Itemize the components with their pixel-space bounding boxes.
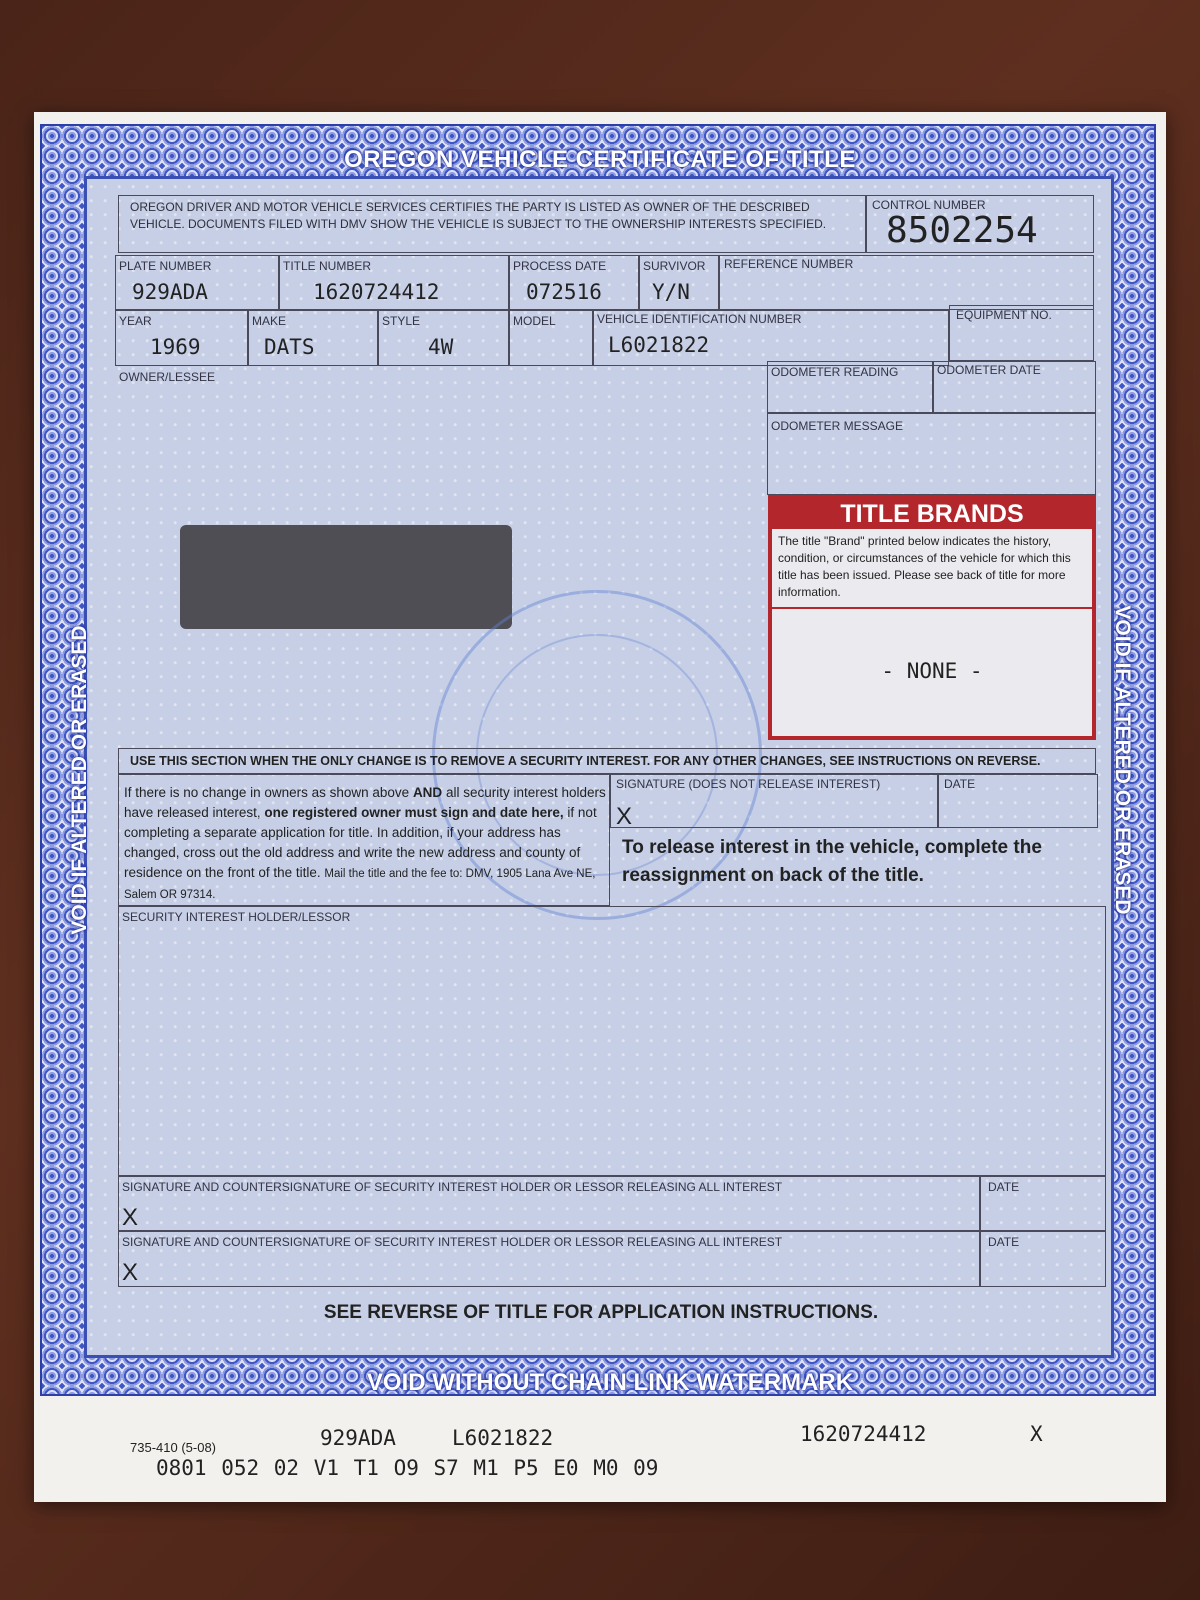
owner-release-instructions xyxy=(124,783,608,905)
countersignature-date-label-2: DATE xyxy=(988,1235,1020,1249)
odometer-date-label: ODOMETER DATE xyxy=(937,363,1041,377)
control-number: 8502254 xyxy=(886,210,1038,251)
style-value: 4W xyxy=(428,335,454,359)
countersignature-date-label-1: DATE xyxy=(988,1180,1020,1194)
release-instruction: To release interest in the vehicle, complete the reassignment on back of the title. xyxy=(622,837,1042,886)
footer-x-mark: X xyxy=(1030,1422,1043,1446)
survivor-value: Y/N xyxy=(652,280,690,304)
footer-plate: 929ADA xyxy=(320,1426,396,1450)
reference-label: REFERENCE NUMBER xyxy=(724,257,854,271)
see-reverse-notice: SEE REVERSE OF TITLE FOR APPLICATION INSTRUCTIONS. xyxy=(323,1302,879,1323)
model-label: MODEL xyxy=(513,314,556,328)
owner-date-label: DATE xyxy=(944,777,976,791)
instr-and: AND xyxy=(412,785,443,800)
instr-sign-date: one registered owner must sign and date here, xyxy=(264,805,564,820)
title-number-value: 1620724412 xyxy=(313,280,440,304)
make-value: DATS xyxy=(264,335,315,359)
odometer-reading-label: ODOMETER READING xyxy=(771,365,899,379)
survivor-label: SURVIVOR xyxy=(643,259,706,273)
control-number-label: CONTROL NUMBER xyxy=(872,198,986,212)
document-title: OREGON VEHICLE CERTIFICATE OF TITLE xyxy=(344,146,856,173)
vin-label: VEHICLE IDENTIFICATION NUMBER xyxy=(597,312,802,326)
title-brands-divider xyxy=(772,607,1092,609)
countersignature-x-1: X xyxy=(122,1204,139,1231)
process-date-value: 072516 xyxy=(526,280,602,304)
instr-part-1: If there is no change in owners as shown above xyxy=(124,785,413,800)
footer-codes: 0801 052 02 V1 T1 O9 S7 M1 P5 E0 M0 09 xyxy=(156,1456,659,1480)
watermark-notice: VOID WITHOUT CHAIN LINK WATERMARK xyxy=(366,1369,854,1396)
style-label: STYLE xyxy=(382,314,421,328)
title-number-label: TITLE NUMBER xyxy=(283,259,372,273)
owner-signature-label: SIGNATURE (DOES NOT RELEASE INTEREST) xyxy=(616,777,881,791)
equipment-label: EQUIPMENT NO. xyxy=(956,308,1052,322)
process-date-label: PROCESS DATE xyxy=(513,259,607,273)
plate-label: PLATE NUMBER xyxy=(119,259,212,273)
instr-mail-address: Mail the title and the fee to: DMV, 1905 Lana Ave NE, Salem OR 97314. xyxy=(124,868,596,901)
countersignature-label-2: SIGNATURE AND COUNTERSIGNATURE OF SECURITY INTEREST HOLDER OR LESSOR RELEASING ALL INTEREST xyxy=(122,1235,783,1249)
plate-value: 929ADA xyxy=(132,280,208,304)
owner-signature-x: X xyxy=(616,803,633,830)
certification-text: OREGON DRIVER AND MOTOR VEHICLE SERVICES CERTIFIES THE PARTY IS LISTED AS OWNER OF THE DESCRIBED VEHICLE. DOCUMENTS FILED WITH DMV SHOW THE VEHICLE IS SUBJECT TO THE OWNERSHIP INTERESTS SPECIFIED. xyxy=(130,200,827,231)
footer-vin: L6021822 xyxy=(452,1426,554,1450)
title-brands-value: - NONE - xyxy=(881,659,983,683)
footer-title-number: 1620724412 xyxy=(800,1422,927,1446)
void-notice-right: VOID IF ALTERED OR ERASED xyxy=(1111,605,1134,915)
title-brands-description: The title "Brand" printed below indicates the history, condition, or circumstances of the vehicle for which this title has been issued. Please see back of title for more information. xyxy=(778,534,1071,599)
year-value: 1969 xyxy=(150,335,201,359)
instr-part-3: if not completing a separate application for title. In addition, if your address has changed, cross out the old address and write the new address and county of residence on the front of the title. xyxy=(124,805,597,880)
vin-value: L6021822 xyxy=(608,333,710,357)
owner-label: OWNER/LESSEE xyxy=(119,370,216,384)
void-notice-left: VOID IF ALTERED OR ERASED xyxy=(68,625,91,935)
security-holder-box xyxy=(118,906,1106,1176)
odometer-message-label: ODOMETER MESSAGE xyxy=(771,419,904,433)
countersignature-label-1: SIGNATURE AND COUNTERSIGNATURE OF SECURITY INTEREST HOLDER OR LESSOR RELEASING ALL INTEREST xyxy=(122,1180,783,1194)
title-brands-heading: TITLE BRANDS xyxy=(772,499,1092,529)
form-number: 735-410 (5-08) xyxy=(130,1440,216,1455)
security-section-instruction: USE THIS SECTION WHEN THE ONLY CHANGE IS TO REMOVE A SECURITY INTEREST. FOR ANY OTHER CHANGES, SEE INSTRUCTIONS ON REVERSE. xyxy=(130,754,1041,768)
title-brands-box xyxy=(768,495,1096,740)
redacted-owner-name xyxy=(180,525,512,629)
make-label: MAKE xyxy=(252,314,287,328)
instr-part-2: all security interest holders have released interest, xyxy=(124,785,606,820)
security-holder-label: SECURITY INTEREST HOLDER/LESSOR xyxy=(122,910,351,924)
year-label: YEAR xyxy=(119,314,152,328)
countersignature-x-2: X xyxy=(122,1259,139,1286)
